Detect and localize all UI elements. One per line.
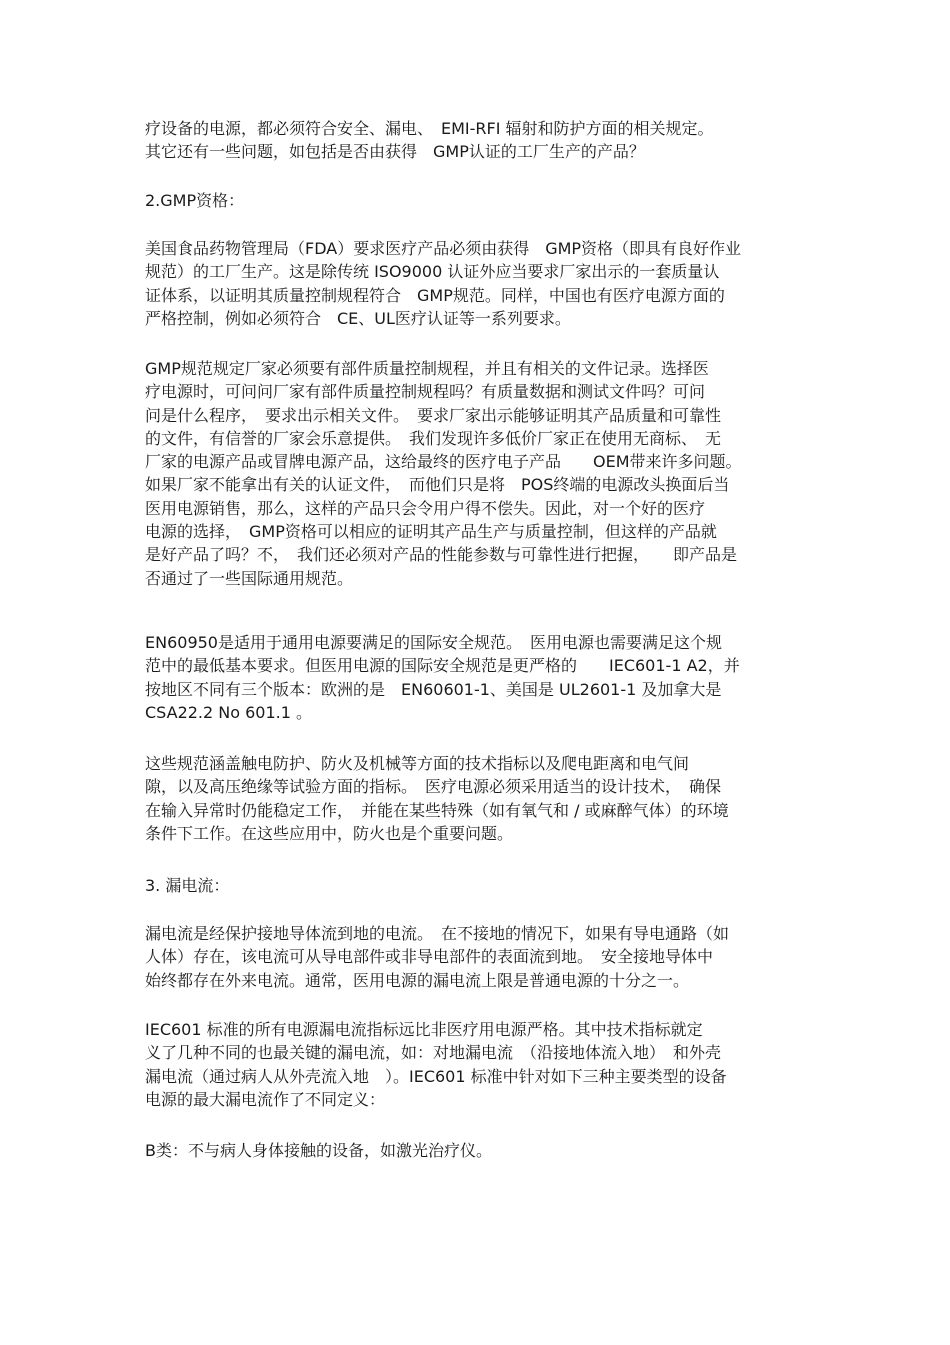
text-line: 按地区不同有三个版本：欧洲的是 EN60601-1、美国是 UL2601-1 及加拿大是 xyxy=(145,679,722,699)
text-line: 严格控制，例如必须符合 CE、UL医疗认证等一系列要求。 xyxy=(145,308,571,328)
paragraph-fda-gmp xyxy=(145,237,741,330)
text-line: 电源的选择， GMP资格可以相应的证明其产品生产与质量控制，但这样的产品就 xyxy=(145,522,717,542)
paragraph-class-b xyxy=(145,1139,492,1162)
text-line: 漏电流是经保护接地导体流到地的电流。 在不接地的情况下，如果有导电通路（如 xyxy=(145,924,730,943)
text-line: 疗电源时，可问问厂家有部件质量控制规程吗？有质量数据和测试文件吗？可问 xyxy=(145,382,706,402)
section-heading-gmp xyxy=(145,189,244,212)
text-line: CSA22.2 No 601.1 。 xyxy=(145,702,313,722)
paragraph-intro-continued xyxy=(145,117,714,164)
text-line: 漏电流（通过病人从外壳流入地 ）。IEC601 标准中针对如下三种主要类型的设备 xyxy=(145,1066,727,1086)
text-line: 疗设备的电源，都必须符合安全、漏电、 EMI-RFI 辐射和防护方面的相关规定。 xyxy=(145,119,714,138)
text-line: 这些规范涵盖触电防护、防火及机械等方面的技术指标以及爬电距离和电气间 xyxy=(145,754,690,773)
text-line: 美国食品药物管理局（FDA）要求医疗产品必须由获得 GMP资格（即具有良好作业 xyxy=(145,239,742,258)
paragraph-iec601 xyxy=(145,1018,727,1111)
text-line: 范中的最低基本要求。但医用电源的国际安全规范是更严格的 IEC601-1 A2，并 xyxy=(145,656,740,676)
text-line: 隙，以及高压绝缘等试验方面的指标。 医疗电源必须采用适当的设计技术， 确保 xyxy=(145,777,722,797)
text-line: B类：不与病人身体接触的设备，如激光治疗仪。 xyxy=(145,1141,492,1160)
text-line: 否通过了一些国际通用规范。 xyxy=(145,568,354,588)
paragraph-leakage-definition xyxy=(145,922,729,992)
text-line: 医用电源销售，那么，这样的产品只会令用户得不偿失。因此，对一个好的医疗 xyxy=(145,498,706,518)
text-line: 是好产品了吗？不， 我们还必须对产品的性能参数与可靠性进行把握， 即产品是 xyxy=(145,545,738,565)
text-line: 义了几种不同的也最关键的漏电流，如：对地漏电流 （沿接地体流入地） 和外壳 xyxy=(145,1043,722,1063)
text-line: 在输入异常时仍能稳定工作， 并能在某些特殊（如有氧气和 / 或麻醉气体）的环境 xyxy=(145,800,729,820)
section-heading-leakage xyxy=(145,874,229,897)
text-line: 电源的最大漏电流作了不同定义： xyxy=(145,1089,386,1109)
text-line: 条件下工作。在这些应用中，防火也是个重要问题。 xyxy=(145,823,514,843)
text-line: 证体系，以证明其质量控制规程符合 GMP规范。同样，中国也有医疗电源方面的 xyxy=(145,285,725,305)
text-line: 的文件，有信誉的厂家会乐意提供。 我们发现许多低价厂家正在使用无商标、 无 xyxy=(145,428,722,448)
text-line: 如果厂家不能拿出有关的认证文件， 而他们只是将 POS终端的电源改头换面后当 xyxy=(145,475,730,495)
paragraph-gmp-rules xyxy=(145,357,742,590)
text-line: 厂家的电源产品或冒牌电源产品，这给最终的医疗电子产品 OEM带来许多问题。 xyxy=(145,452,742,472)
text-line: 其它还有一些问题，如包括是否由获得 GMP认证的工厂生产的产品？ xyxy=(145,142,645,162)
text-line: EN60950是适用于通用电源要满足的国际安全规范。 医用电源也需要满足这个规 xyxy=(145,633,722,652)
text-line: 人体）存在，该电流可从导电部件或非导电部件的表面流到地。 安全接地导体中 xyxy=(145,947,714,967)
text-line: 问是什么程序， 要求出示相关文件。 要求厂家出示能够证明其产品质量和可靠性 xyxy=(145,405,722,425)
text-line: GMP规范规定厂家必须要有部件质量控制规程，并且有相关的文件记录。选择医 xyxy=(145,359,709,378)
paragraph-en60950 xyxy=(145,631,740,724)
heading-text: 2.GMP资格： xyxy=(145,191,245,210)
heading-text: 3. 漏电流： xyxy=(145,876,230,895)
text-line: IEC601 标准的所有电源漏电流指标远比非医疗用电源严格。其中技术指标就定 xyxy=(145,1020,703,1039)
paragraph-standards-scope xyxy=(145,752,729,845)
text-line: 规范）的工厂生产。这是除传统 ISO9000 认证外应当要求厂家出示的一套质量认 xyxy=(145,262,720,282)
text-line: 始终都存在外来电流。通常，医用电源的漏电流上限是普通电源的十分之一。 xyxy=(145,970,690,990)
